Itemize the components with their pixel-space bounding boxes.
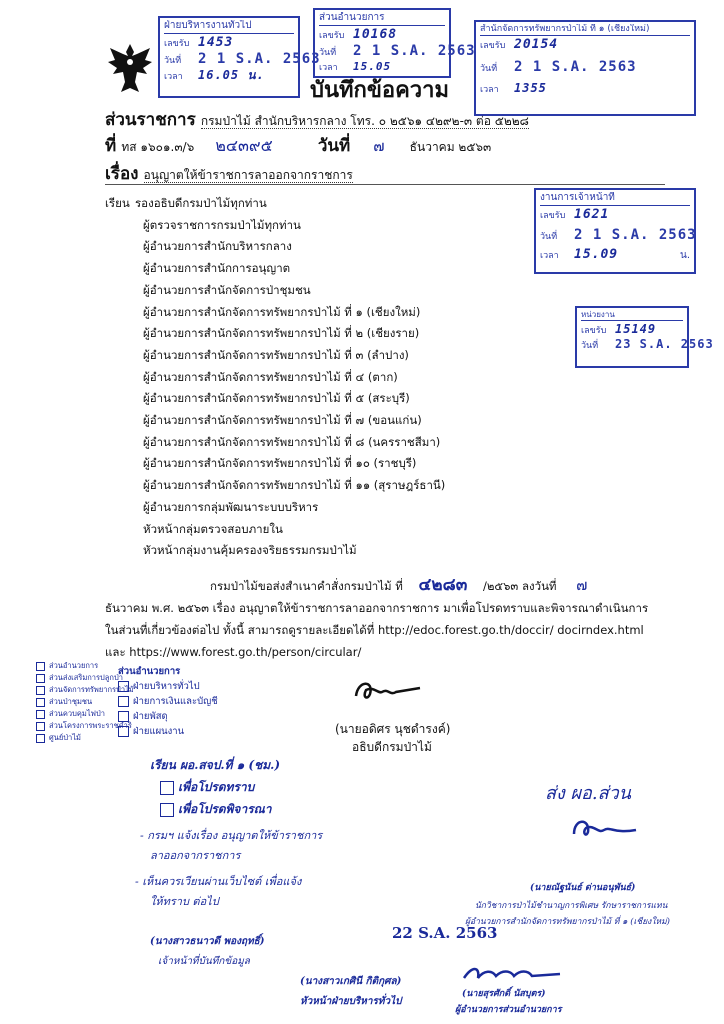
header-divider [105, 184, 665, 185]
recipient-item: รองอธิบดีกรมป่าไม้ทุกท่าน [135, 196, 267, 210]
right-annotation-note: ส่ง ผอ.ส่วน [545, 783, 631, 804]
checkbox-icon [36, 662, 45, 671]
recipient-item: ผู้อำนวยการสำนักจัดการทรัพยากรป่าไม้ ที่ ๓ (ลำปาง) [143, 347, 409, 362]
checkbox-icon [118, 726, 129, 737]
body-line-2: ธันวาคม พ.ศ. ๒๕๖๓ เรื่อง อนุญาตให้ข้าราชการลาออกจากราชการ มาเพื่อโปรดทราบและพิจารณาดำเนินการ [105, 601, 649, 615]
routing-right-item: ฝ่ายบริหารทั่วไป [118, 679, 228, 694]
memo-title: บันทึกข้อความ [310, 78, 450, 103]
recipient-item: ผู้ตรวจราชการกรมป่าไม้ทุกท่าน [143, 217, 301, 232]
date-label: วันที่ [317, 136, 351, 156]
body-line-3: ในส่วนที่เกี่ยวข้องต่อไป ทั้งนี้ สามารถดูรายละเอียดได้ที่ http://edoc.forest.go.th/doccir/ docirndex.html [105, 623, 644, 637]
checkbox-icon [118, 711, 129, 722]
annotation-note-2b: ให้ทราบ ต่อไป [150, 895, 219, 908]
signatory-name: (นายอดิศร นุชดำรงค์) [335, 722, 451, 736]
receipt-stamp-admin: ฝ่ายบริหารงานทั่วไป เลขรับ 1453 วันที่ 2 1 S.A. 2563 เวลา 16.05 น. [158, 16, 300, 98]
routing-right-item: ฝ่ายแผนงาน [118, 724, 228, 739]
dir-position: ผู้อำนวยการส่วนอำนวยการ [455, 1005, 562, 1015]
ref-value: ทส ๑๖๐๑.๓/๖ [121, 140, 195, 154]
recipient-item: ผู้อำนวยการสำนักจัดการทรัพยากรป่าไม้ ที่ ๘ (นครราชสีมา) [143, 434, 441, 449]
annotation-note-1b: ลาออกจากราชการ [150, 849, 241, 862]
officer-name: (นายณัฐนันธ์ ด่านอนุพันธ์) [530, 883, 636, 893]
date-day: ๗ [373, 137, 385, 155]
director-signature [352, 676, 424, 708]
garuda-emblem [105, 40, 155, 100]
annotation-option-1: เพื่อโปรดทราบ [160, 778, 254, 797]
routing-left-item: ส่วนจัดการทรัพยากรป่าไม้ [36, 684, 118, 696]
routing-right-item: ฝ่ายพัสดุ [118, 709, 228, 724]
officer-position-2: ผู้อำนวยการสำนักจัดการทรัพยากรป่าไม้ ที่ ๑ (เชียงใหม่) [465, 917, 670, 927]
ref-label: ที่ [105, 136, 117, 156]
receipt-stamp-office: สำนักจัดการทรัพยากรป่าไม้ ที่ ๑ (เชียงใหม่) เลขรับ 20154 วันที่ 2 1 S.A. 2563 เวลา 1355 [474, 20, 696, 116]
recipient-item: หัวหน้ากลุ่มตรวจสอบภายใน [143, 521, 283, 536]
routing-left-item: ส่วนโครงการพระราชดำริ [36, 720, 118, 732]
receipt-stamp-officer: งานการเจ้าหน้าที่ เลขรับ 1621 วันที่ 2 1 S.A. 2563 เวลา 15.09 น. [534, 188, 696, 274]
agency-line [105, 106, 665, 130]
recipient-item: ผู้อำนวยการกลุ่มพัฒนาระบบบริหาร [143, 499, 319, 514]
recipient-item: ผู้อำนวยการสำนักบริหารกลาง [143, 239, 292, 254]
subject-line [105, 160, 665, 184]
recipient-item: ผู้อำนวยการสำนักจัดการทรัพยากรป่าไม้ ที่ ๑๐ (ราชบุรี) [143, 456, 417, 471]
order-number: ๔๒๘๓ [418, 575, 468, 595]
body-line-1: กรมป่าไม้ขอส่งสำเนาคำสั่งกรมป่าไม้ ที่ ๔๒๘๓ /๒๕๖๓ ลงวันที่ ๗ [210, 575, 588, 595]
recipient-item: ผู้อำนวยการสำนักจัดการทรัพยากรป่าไม้ ที่ ๕ (สระบุรี) [143, 391, 410, 406]
head-name: (นางสาวเกศินี กิติกุศล) [300, 976, 402, 987]
routing-right-item: ฝ่ายการเงินและบัญชี [118, 694, 228, 709]
ref-number: ๒๔๓๙๕ [215, 136, 273, 155]
officer-position-1: นักวิชาการป่าไม้ชำนาญการพิเศษ รักษาราชการแทน [475, 901, 668, 911]
annotation-date: 22 S.A. 2563 [392, 924, 498, 942]
annotation-option-2: เพื่อโปรดพิจารณา [160, 800, 272, 819]
annotation-note-2: - เห็นควรเวียนผ่านเว็บไซต์ เพื่อแจ้ง [135, 875, 302, 888]
routing-left-item: ส่วนควบคุมไฟป่า [36, 708, 118, 720]
checkbox-icon [36, 686, 45, 695]
checkbox-icon [36, 710, 45, 719]
recipient-item: ผู้อำนวยการสำนักจัดการป่าชุมชน [143, 282, 311, 297]
salutation-label: เรียน [105, 196, 130, 210]
routing-left-item: ส่วนส่งเสริมการปลูกป่า [36, 672, 118, 684]
routing-left-item: ศูนย์ป่าไม้ [36, 732, 118, 744]
checkbox-icon [36, 722, 45, 731]
subject-value: อนุญาตให้ข้าราชการลาออกจากราชการ [143, 168, 353, 182]
recipient-item: ผู้อำนวยการสำนักจัดการทรัพยากรป่าไม้ ที่ ๗ (ขอนแก่น) [143, 413, 422, 428]
recipient-list [135, 193, 555, 562]
routing-left-item: ส่วนป่าชุมชน [36, 696, 118, 708]
recipient-item: หัวหน้ากลุ่มงานคุ้มครองจริยธรรมกรมป่าไม้ [143, 543, 357, 558]
body-line-4: และ https://www.forest.go.th/person/circular/ [105, 645, 362, 659]
routing-checklist-left [36, 660, 134, 744]
checkbox-icon [118, 696, 129, 707]
subject-label: เรื่อง [105, 164, 139, 184]
recipient-item: ผู้อำนวยการสำนักการอนุญาต [143, 261, 291, 276]
routing-left-item: ส่วนอำนวยการ [36, 660, 118, 672]
annotation-to: เรียน ผอ.สจป.ที่ ๑ (ชม.) [150, 758, 280, 772]
checkbox-icon [118, 681, 129, 692]
officer-signature [570, 812, 640, 846]
checkbox-icon [36, 734, 45, 743]
head-position: หัวหน้าฝ่ายบริหารทั่วไป [300, 996, 402, 1007]
receipt-stamp-small: หน่วยงาน เลขรับ 15149 วันที่ 23 S.A. 2563 [575, 306, 689, 368]
ref-line [105, 132, 665, 156]
annotation-note-1: - กรมฯ แจ้งเรื่อง อนุญาตให้ข้าราชการ [140, 829, 323, 842]
checkbox-icon [36, 698, 45, 707]
date-month: ธันวาคม ๒๕๖๓ [409, 140, 492, 154]
dir-name: (นายสุรศักดิ์ นัสบุตร) [462, 989, 546, 999]
recipient-item: ผู้อำนวยการสำนักจัดการทรัพยากรป่าไม้ ที่ ๒ (เชียงราย) [143, 326, 420, 341]
signatory-position: อธิบดีกรมป่าไม้ [352, 740, 432, 754]
recipient-item: ผู้อำนวยการสำนักจัดการทรัพยากรป่าไม้ ที่ ๔ (ตาก) [143, 369, 398, 384]
routing-checklist-right: ส่วนอำนวยการ ฝ่ายบริหารทั่วไป ฝ่ายการเงินและบัญชี ฝ่ายพัสดุ ฝ่ายแผนงาน [118, 664, 228, 739]
clerk-name: (นางสาวธนาวดี พองฤทธิ์) [150, 936, 265, 947]
recipient-item: ผู้อำนวยการสำนักจัดการทรัพยากรป่าไม้ ที่ ๑๑ (สุราษฎร์ธานี) [143, 478, 446, 493]
agency-label: ส่วนราชการ [105, 110, 196, 130]
order-day: ๗ [576, 576, 588, 594]
checkbox-icon [36, 674, 45, 683]
agency-value: กรมป่าไม้ สำนักบริหารกลาง โทร. ๐ ๒๕๖๑ ๔๒๙๒-๓ ต่อ ๕๒๒๘ [200, 114, 529, 128]
clerk-position: เจ้าหน้าที่บันทึกข้อมูล [158, 956, 250, 967]
recipient-item: ผู้อำนวยการสำนักจัดการทรัพยากรป่าไม้ ที่ ๑ (เชียงใหม่) [143, 304, 421, 319]
receipt-stamp-division: ส่วนอำนวยการ เลขรับ 10168 วันที่ 2 1 S.A. 2563 เวลา 15.05 [313, 8, 451, 78]
